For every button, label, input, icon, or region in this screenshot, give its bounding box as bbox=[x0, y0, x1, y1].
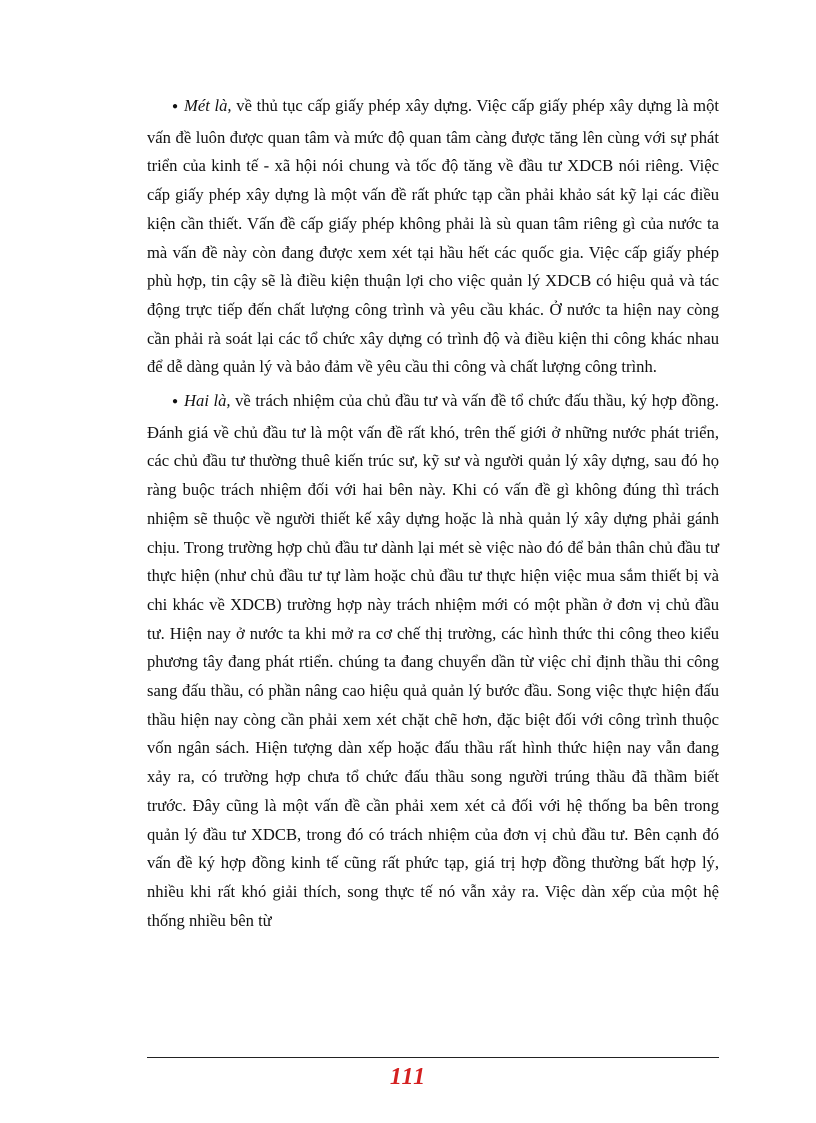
footer-divider bbox=[147, 1057, 719, 1058]
paragraph-lead: Mét là, bbox=[184, 96, 232, 115]
paragraph-lead: Hai là, bbox=[184, 391, 231, 411]
paragraph-trach-nhiem-chu-dau-tu bbox=[147, 387, 719, 935]
paragraph-text: về trách nhiệm của chủ đầu tư và vấn đề tổ chức đấu thầu, ký hợp đồng. Đánh giá về chủ đầu tư là một vấn đề rất khó, trên thế giới ở những nước phát triển, các chủ đầu tư thường thuê kiến trúc sư, kỹ sư và người quản lý xây dựng, sau đó họ ràng buộc trách nhiệm đối với hai bên này. Khi có vấn đề gì không đúng thì trách nhiệm sẽ thuộc về người thiết kế xây dựng hoặc là nhà quản lý xây dựng phải gánh chịu. Trong trường hợp chủ đầu tư dành lại mét sè việc nào đó để bản thân chủ đầu tư thực hiện (như chủ đầu tư tự làm hoặc chủ đầu tư thực hiện việc mua sắm thiết bị và chi khác về XDCB) trường hợp này trách nhiệm mới có một phần ở đơn vị chủ đầu tư. Hiện nay ở nước ta khi mở ra cơ chế thị trường, các hình thức thi công theo kiểu phương tây đang phát rtiển. chúng ta đang chuyển dần từ việc chỉ định thầu thi công sang đấu thầu, có phần nâng cao hiệu quả quản lý bước đầu. Song việc thực hiện đấu thầu hiện nay còng cần phải xem xét chặt chẽ hơn, đặc biệt đối với công trình thuộc vốn ngân sách. Hiện tượng dàn xếp hoặc đấu thầu rất hình thức hiện nay vẫn đang xảy ra, có trường hợp chưa tổ chức đấu thầu song người trúng thầu đã thầm biết trước. Đây cũng là một vấn đề cần phải xem xét cả đối với hệ thống ba bên trong quản lý đầu tư XDCB, trong đó có trách nhiệm của đơn vị chủ đầu tư. Bên cạnh đó vấn đề ký hợp đồng kinh tế cũng rất phức tạp, giá trị hợp đồng thường bất hợp lý, nhiều khi rất khó giải thích, song thực tế nó vẫn xảy ra. Việc dàn xếp của một hệ thống nhiều bên từ bbox=[147, 391, 719, 930]
paragraph-text: về thủ tục cấp giấy phép xây dựng. Việc cấp giấy phép xây dựng là một vấn đề luôn được quan tâm và mức độ quan tâm càng được tăng lên cùng với sự phát triển của kinh tế - xã hội nói chung và tốc độ tăng về đầu tư XDCB nói riêng. Việc cấp giấy phép xây dựng là một vấn đề rất phức tạp cần phải khảo sát kỹ lại các điều kiện cần thiết. Vấn đề cấp giấy phép không phải là sù quan tâm riêng gì của nước ta mà vấn đề này còn đang được xem xét tại hầu hết các quốc gia. Việc cấp giấy phép phù hợp, tin cậy sẽ là điều kiện thuận lợi cho việc quản lý XDCB có hiệu quả và tác động trực tiếp đến chất lượng công trình và yêu cầu khác. Ở nước ta hiện nay còng cần phải rà soát lại các tổ chức xây dựng có trình độ và điều kiện thi công khác nhau để dễ dàng quản lý và bảo đảm về yêu cầu thi công và chất lượng công trình. bbox=[147, 96, 719, 377]
bullet-icon: ● bbox=[172, 101, 179, 112]
bullet-icon: ● bbox=[172, 396, 179, 408]
paragraph-thu-tuc-cap-phep bbox=[147, 92, 719, 382]
page-number: 111 bbox=[389, 1064, 427, 1090]
document-body bbox=[147, 92, 719, 935]
